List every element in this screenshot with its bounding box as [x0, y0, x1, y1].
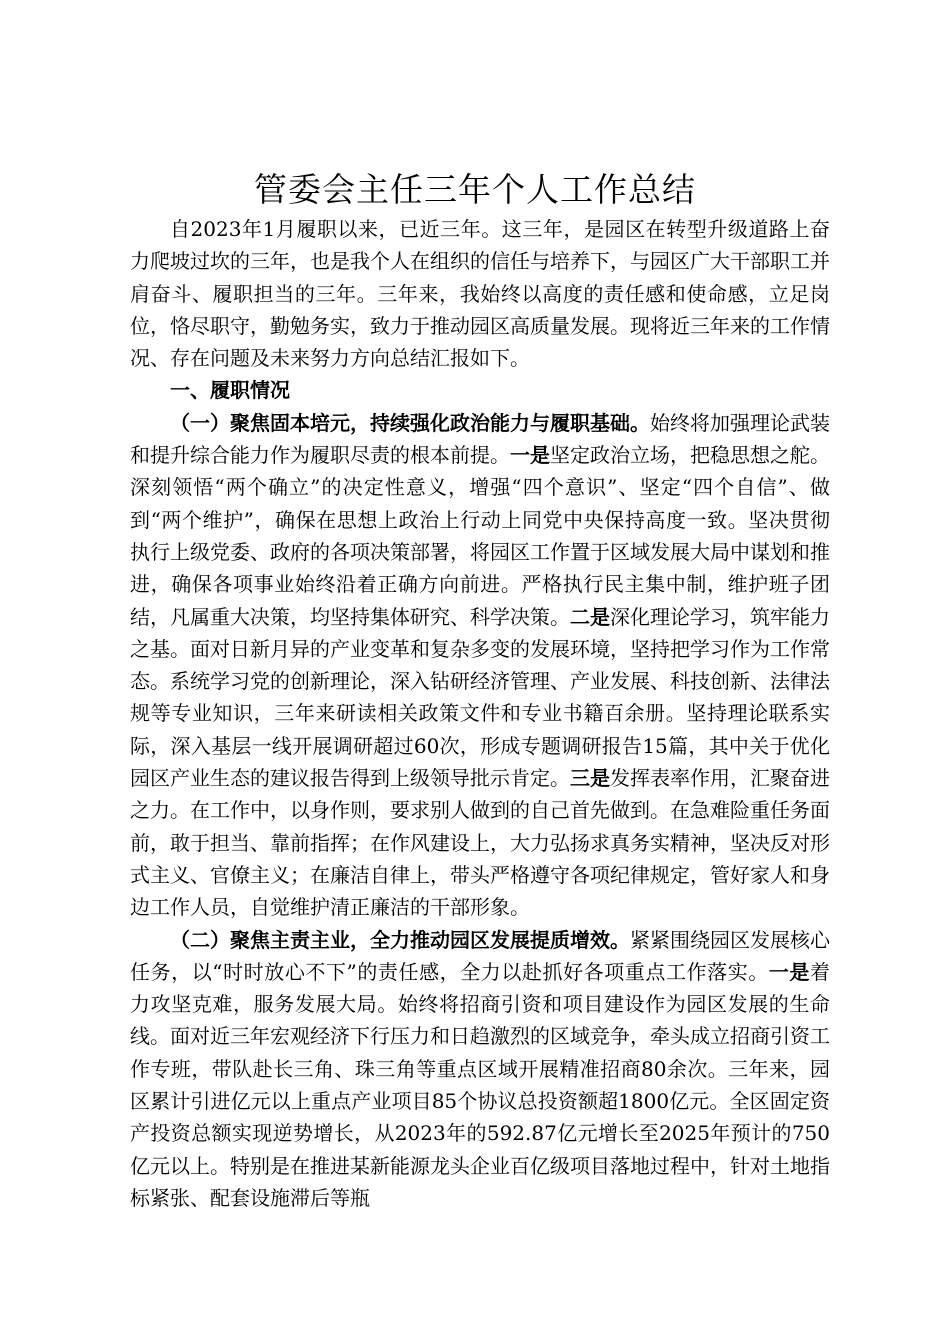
- paragraph-1-keyword-3: 三是: [570, 766, 610, 791]
- paragraph-1-text-2: 坚定政治立场，把稳思想之舵。深刻领悟“两个确立”的决定性意义，增强“四个意识”、坚定“四个自信”、做到“两个维护”，确保在思想上政治上行动上同党中央保持高度一致。坚决贯彻执行上级党委、政府的各项决策部署，将园区工作置于区域发展大局中谋划和推进，确保各项事业始终沿着正确方向前进。严格执行民主集中制，维护班子团结，凡属重大决策，均坚持集体研究、科学决策。: [130, 443, 830, 629]
- paragraph-2: [130, 924, 830, 1215]
- paragraph-2-keyword-1: 一是: [768, 959, 811, 984]
- paragraph-1-keyword-2: 二是: [570, 604, 610, 629]
- paragraph-1-text-4: 发挥表率作用，汇聚奋进之力。在工作中，以身作则，要求别人做到的自己首先做到。在急难险重任务面前，敢于担当、靠前指挥；在作风建设上，大力弘扬求真务实精神，坚决反对形式主义、官僚主义；在廉洁自律上，带头严格遵守各项纪律规定，管好家人和身边工作人员，自觉维护清正廉洁的干部形象。: [130, 766, 830, 920]
- intro-paragraph: 自2023年1月履职以来，已近三年。这三年，是园区在转型升级道路上奋力爬坡过坎的三年，也是我个人在组织的信任与培养下，与园区广大干部职工并肩奋斗、履职担当的三年。三年来，我始终以高度的责任感和使命感，立足岗位，恪尽职守，勤勉务实，致力于推动园区高质量发展。现将近三年来的工作情况、存在问题及未来努力方向总结汇报如下。: [130, 217, 830, 371]
- document-title: 管委会主任三年个人工作总结: [254, 170, 696, 209]
- section-heading-1: 一、履职情况: [170, 378, 290, 403]
- paragraph-1-text-3: 深化理论学习，筑牢能力之基。面对日新月异的产业变革和复杂多变的发展环境，坚持把学习作为工作常态。系统学习党的创新理论，深入钻研经济管理、产业发展、科技创新、法律法规等专业知识，三年来研读相关政策文件和专业书籍百余册。坚持理论联系实际，深入基层一线开展调研超过60次，形成专题调研报告15篇，其中关于优化园区产业生态的建议报告得到上级领导批示肯定。: [130, 604, 830, 791]
- paragraph-1-text-1: 始终将加强理论武装和提升综合能力作为履职尽责的根本前提。: [130, 410, 830, 468]
- paragraph-2-lead: （二）聚焦主责主业，全力推动园区发展提质增效。: [170, 927, 630, 952]
- paragraph-1: [130, 407, 830, 924]
- paragraph-1-lead: （一）聚焦固本培元，持续强化政治能力与履职基础。: [170, 410, 650, 435]
- paragraph-2-text-1: 紧紧围绕园区发展核心任务，以“时时放心不下”的责任感，全力以赴抓好各项重点工作落实。: [130, 927, 830, 984]
- paragraph-2-text-2: 着力攻坚克难，服务发展大局。始终将招商引资和项目建设作为园区发展的生命线。面对近三年宏观经济下行压力和日趋激烈的区域竞争，牵头成立招商引资工作专班，带队赴长三角、珠三角等重点区域开展精准招商80余次。三年来，园区累计引进亿元以上重点产业项目85个协议总投资额超1800亿元。全区固定资产投资总额实现逆势增长，从2023年的592.87亿元增长至2025年预计的750亿元以上。特别是在推进某新能源龙头企业百亿级项目落地过程中，针对土地指标紧张、配套设施滞后等瓶: [130, 959, 831, 1210]
- paragraph-1-keyword-1: 一是: [510, 443, 550, 468]
- document-body: [130, 213, 830, 1214]
